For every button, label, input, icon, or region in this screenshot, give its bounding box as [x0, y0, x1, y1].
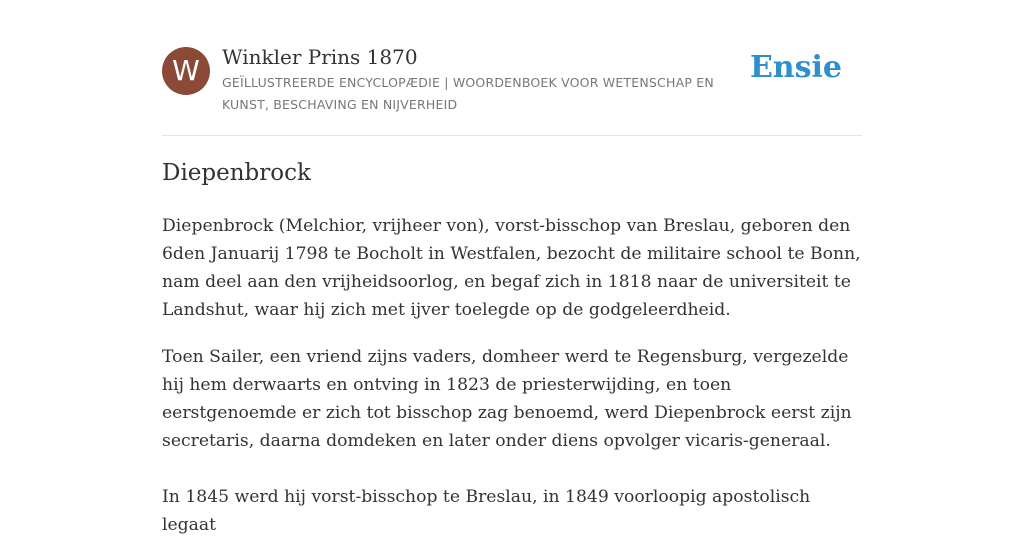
source-title[interactable]: Winkler Prins 1870 [222, 45, 418, 69]
article-paragraph-1: Diepenbrock (Melchior, vrijheer von), vorst-bisschop van Breslau, geboren den 6den Januarij 1798 te Bocholt in Westfalen, bezocht de militaire school te Bonn, nam deel aan den vrijheidsoorlog, en begaf zich in 1818 naar de universiteit te Landshut, waar hij zich met ijver toelegde op de godgeleerdheid. [162, 216, 861, 320]
source-subtitle: GEÏLLUSTREERDE ENCYCLOPÆDIE | WOORDENBOEK VOOR WETENSCHAP EN KUNST, BESCHAVING EN NIJVERHEID [222, 75, 714, 112]
content-column [162, 0, 862, 535]
article-paragraph-2: Toen Sailer, een vriend zijns vaders, domheer werd te Regensburg, vergezelde hij hem derwaarts en ontving in 1823 de priesterwijding, en toen eerstgenoemde er zich tot bisschop zag benoemd, werd Diepenbrock eerst zijn secretaris, daarna domdeken en later onder diens opvolger vicaris-generaal. [162, 347, 852, 451]
article-title: Diepenbrock [162, 160, 311, 186]
ensie-logo[interactable]: Ensie [749, 50, 842, 85]
article-paragraph-3: In 1845 werd hij vorst-bisschop te Breslau, in 1849 voorloopig apostolisch legaat [162, 487, 811, 535]
source-header [162, 0, 862, 136]
source-avatar[interactable]: W [162, 47, 210, 95]
